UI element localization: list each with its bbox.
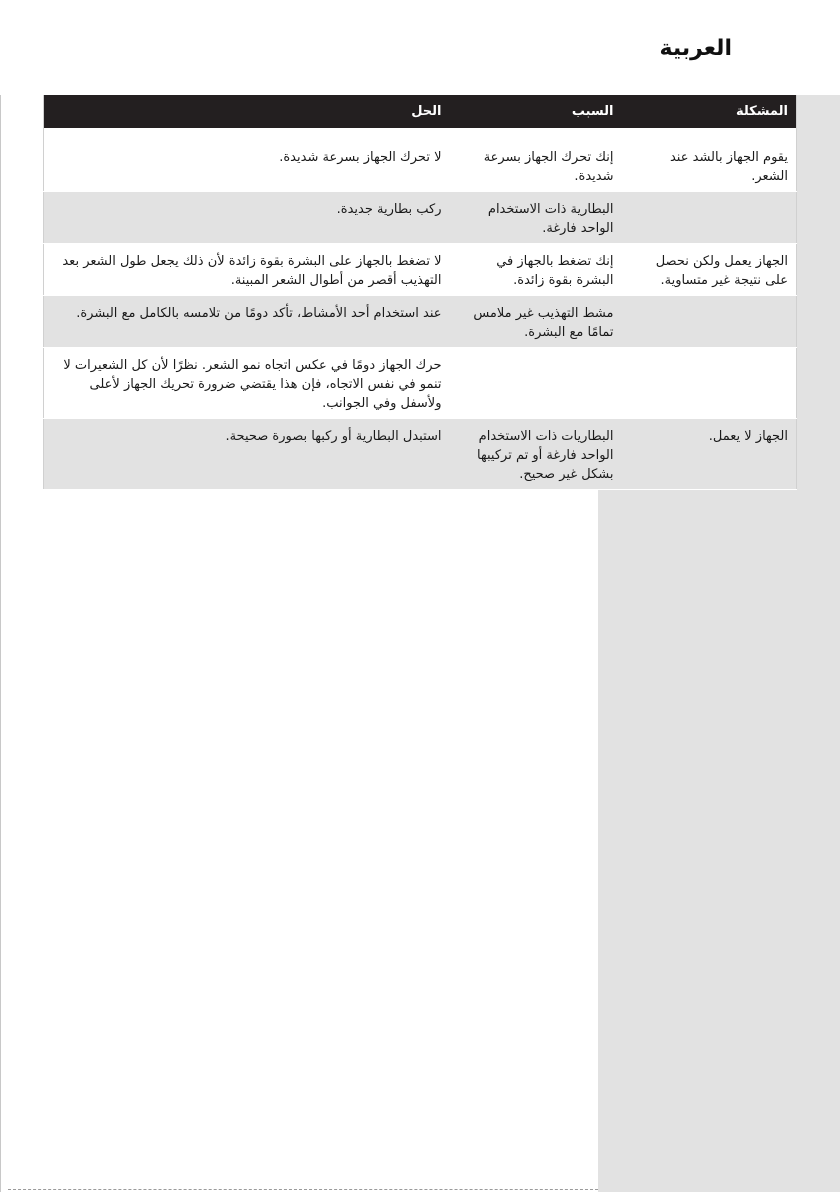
cell-cause [450,348,622,419]
cell-problem: الجهاز لا يعمل. [622,419,797,490]
header-solution: الحل [44,95,450,128]
cell-cause: إنك تضغط بالجهاز في البشرة بقوة زائدة. [450,244,622,296]
cell-problem: يقوم الجهاز بالشد عند الشعر. [622,128,797,192]
table-row [44,296,797,348]
bottom-dashed-rule [8,1189,598,1190]
table-header-row [44,95,797,128]
table-row [44,419,797,490]
table-row [44,128,797,192]
troubleshooting-table [43,95,797,490]
table-row [44,192,797,244]
table-row [44,244,797,296]
cell-problem [622,348,797,419]
cell-cause: مشط التهذيب غير ملامس تمامًا مع البشرة. [450,296,622,348]
cell-solution: عند استخدام أحد الأمشاط، تأكد دومًا من تلامسه بالكامل مع البشرة. [44,296,450,348]
page-edge-mark [0,95,4,1192]
cell-solution: حرك الجهاز دومًا في عكس اتجاه نمو الشعر. نظرًا لأن كل الشعيرات لا تنمو في نفس الاتجاه، فإن هذا يقتضي ضرورة تحريك الجهاز لأعلى ولأسفل وفي الجوانب. [44,348,450,419]
page-title: العربية [659,36,732,61]
header-problem: المشكلة [622,95,797,128]
cell-cause: إنك تحرك الجهاز بسرعة شديدة. [450,128,622,192]
cell-problem [622,296,797,348]
header-cause: السبب [450,95,622,128]
cell-solution: لا تحرك الجهاز بسرعة شديدة. [44,128,450,192]
table-row [44,348,797,419]
cell-cause: البطاريات ذات الاستخدام الواحد فارغة أو تم تركيبها بشكل غير صحيح. [450,419,622,490]
cell-solution: استبدل البطارية أو ركبها بصورة صحيحة. [44,419,450,490]
cell-problem [622,192,797,244]
cell-cause: البطارية ذات الاستخدام الواحد فارغة. [450,192,622,244]
cell-problem: الجهاز يعمل ولكن نحصل على نتيجة غير متساوية. [622,244,797,296]
cell-solution: لا تضغط بالجهاز على البشرة بقوة زائدة لأن ذلك يجعل طول الشعر بعد التهذيب أقصر من أطوال الشعر المبينة. [44,244,450,296]
cell-solution: ركب بطارية جديدة. [44,192,450,244]
